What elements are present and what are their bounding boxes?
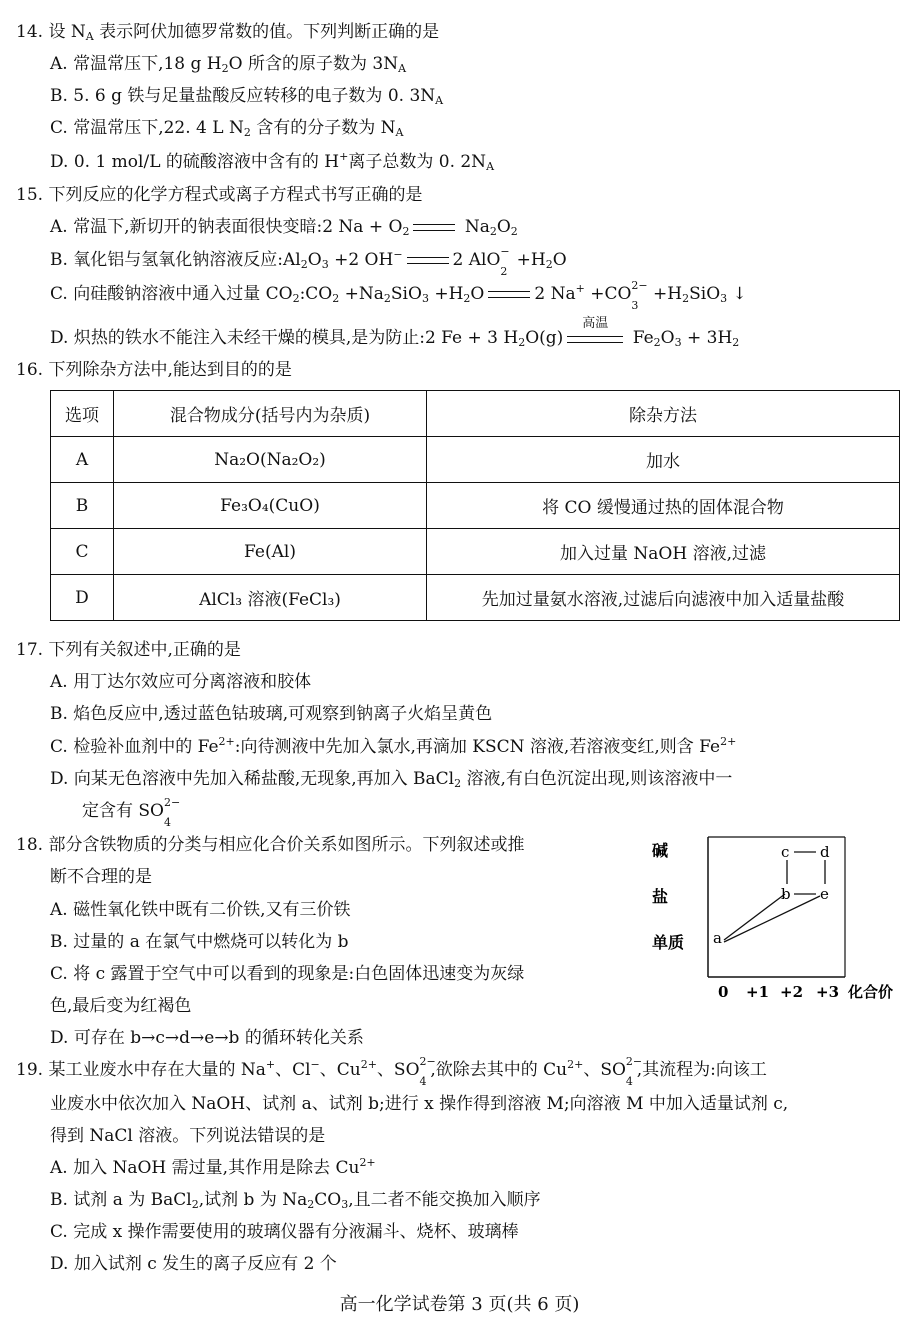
x-axis-label: 化合价 (848, 983, 894, 1001)
point-a: a (713, 929, 722, 947)
y-label-salt: 盐 (652, 887, 669, 906)
q19-stem-cont2: 得到 NaCl 溶液。下列说法错误的是 (50, 1126, 326, 1146)
q15-option-a: A. 常温下,新切开的钠表面很快变暗:2 $Na + O_2$ $Na_2O_2$ (50, 217, 518, 238)
q19-option-d: D. 加入试剂 c 发生的离子反应有 2 个 (50, 1254, 337, 1274)
q18-option-c-cont: 色,最后变为红褐色 (50, 996, 192, 1016)
row-option: B (51, 483, 114, 529)
q14-option-b: B. 5. 6 g 铁与足量盐酸反应转移的电子数为 0. $3N_A$ (50, 86, 444, 107)
q17-option-a: A. 用丁达尔效应可分离溶液和胶体 (50, 672, 312, 692)
q16-stem: 16. 下列除杂方法中,能达到目的的是 (16, 360, 292, 380)
line-a-e (724, 896, 820, 942)
q17-option-d-cont: 定含有 SO 2− 4 (82, 796, 181, 829)
row-mixture: Na₂O(Na₂O₂) (114, 437, 427, 483)
iron-valence-figure (650, 832, 910, 1010)
row-method: 加入过量 NaOH 溶液,过滤 (427, 529, 900, 575)
q17-option-b: B. 焰色反应中,透过蓝色钴玻璃,可观察到钠离子火焰呈黄色 (50, 704, 493, 724)
q19-option-b: B. 试剂 a 为 BaCl$_2$,试剂 b 为 $Na_2CO_3$,且二者不能交换加入顺序 (50, 1190, 541, 1211)
row-method: 先加过量氨水溶液,过滤后向滤液中加入适量盐酸 (427, 575, 900, 621)
point-d: d (820, 843, 830, 861)
row-method: 将 CO 缓慢通过热的固体混合物 (427, 483, 900, 529)
q18-option-c: C. 将 c 露置于空气中可以看到的现象是:白色固体迅速变为灰绿 (50, 964, 525, 984)
q14-option-a: A. 常温常压下,18 g $H_2O$ 所含的原子数为 $3N_A$ (50, 54, 407, 75)
q17-option-d: D. 向某无色溶液中先加入稀盐酸,无现象,再加入 BaCl$_2$ 溶液,有白色沉淀出现,则该溶液中一 (50, 769, 733, 790)
header-mixture: 混合物成分(括号内为杂质) (114, 391, 427, 437)
point-b: b (781, 885, 791, 903)
row-option: A (51, 437, 114, 483)
x-tick-0: 0 (718, 983, 729, 1001)
q14-option-d: D. 0. 1 mol/L 的硫酸溶液中含有的 H+离子总数为 0. $2N_A$ (50, 150, 495, 173)
header-method: 除杂方法 (427, 391, 900, 437)
point-e: e (820, 885, 829, 903)
q18-stem-cont: 断不合理的是 (50, 867, 152, 887)
y-label-element: 单质 (652, 933, 685, 952)
table-header-row (51, 391, 900, 437)
table-row (51, 483, 900, 529)
q17-option-c: C. 检验补血剂中的 $Fe^{2+}$:向待测液中先加入氯水,再滴加 KSCN 溶液,若溶液变红,则含 $Fe^{2+}$ (50, 735, 737, 757)
q19-option-c: C. 完成 x 操作需要使用的玻璃仪器有分液漏斗、烧杯、玻璃棒 (50, 1222, 519, 1242)
q19-stem-cont1: 业废水中依次加入 NaOH、试剂 a、试剂 b;进行 x 操作得到溶液 M;向溶液 M 中加入适量试剂 c, (50, 1094, 789, 1114)
q14-stem: 14. 设 $N_A$ 表示阿伏加德罗常数的值。下列判断正确的是 (16, 22, 440, 43)
q18-option-a: A. 磁性氧化铁中既有二价铁,又有三价铁 (50, 900, 351, 920)
table-row (51, 437, 900, 483)
x-tick-1: +1 (746, 983, 770, 1001)
row-option: C (51, 529, 114, 575)
x-tick-2: +2 (780, 983, 804, 1001)
y-label-base: 碱 (652, 841, 669, 860)
row-method: 加水 (427, 437, 900, 483)
q15-option-c: C. 向硅酸钠溶液中通入过量 $CO_2:CO_2 +Na_2SiO_3 +H_2O$ 2 Na+ +CO 2− 3 $+H_2SiO_3$ ↓ (50, 279, 747, 312)
row-mixture: Fe₃O₄(CuO) (114, 483, 427, 529)
row-mixture: Fe(Al) (114, 529, 427, 575)
table-row (51, 575, 900, 621)
impurity-table (50, 390, 900, 621)
q18-option-d: D. 可存在 b→c→d→e→b 的循环转化关系 (50, 1028, 364, 1048)
q15-option-b: B. 氧化铝与氢氧化钠溶液反应$:Al_2O_3 +2$ OH− 2 AlO − 2 $+H_2O$ (50, 245, 567, 278)
table-row (51, 529, 900, 575)
q19-option-a: A. 加入 NaOH 需过量,其作用是除去 $Cu^{2+}$ (50, 1156, 376, 1178)
q15-stem: 15. 下列反应的化学方程式或离子方程式书写正确的是 (16, 185, 423, 205)
q18-stem: 18. 部分含铁物质的分类与相应化合价关系如图所示。下列叙述或推 (16, 835, 525, 855)
row-mixture: AlCl₃ 溶液(FeCl₃) (114, 575, 427, 621)
q18-option-b: B. 过量的 a 在氯气中燃烧可以转化为 b (50, 932, 349, 952)
page-footer: 高一化学试卷第 3 页(共 6 页) (339, 1294, 580, 1315)
q15-option-d: D. 炽热的铁水不能注入未经干燥的模具,是为防止:2 Fe + 3 $H_2O(g)$ 高温 $Fe_2O_3 + 3H_2$ (50, 316, 740, 349)
row-option: D (51, 575, 114, 621)
point-c: c (781, 843, 790, 861)
q14-option-c: C. 常温常压下,22. 4 L $N_2$ 含有的分子数为 $N_A$ (50, 118, 404, 139)
q19-stem: 19. 某工业废水中存在大量的 Na+、Cl−、$Cu^{2+}$、SO 2− 4 ,欲除去其中的 $Cu^{2+}$、SO 2− 4 ,其流程为:向该工 (16, 1055, 767, 1088)
q17-stem: 17. 下列有关叙述中,正确的是 (16, 640, 241, 660)
x-tick-3: +3 (816, 983, 840, 1001)
header-option: 选项 (51, 391, 114, 437)
